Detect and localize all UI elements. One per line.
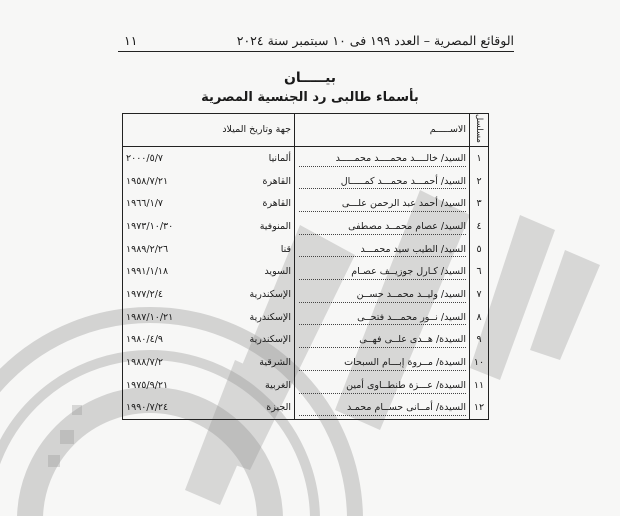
birth-cell (123, 328, 295, 351)
birth-place: الإسكندرية (249, 311, 291, 323)
applicant-name-cell (295, 170, 470, 193)
serial-number: ١ (470, 146, 489, 169)
dotted-underline (299, 166, 466, 167)
document-subtitle: بأسماء طالبى رد الجنسية المصرية (201, 90, 419, 105)
birth-date: ١٩٥٨/٧/٢١ (126, 175, 169, 187)
birth-place: الجيزة (266, 402, 291, 414)
serial-number: ٤ (470, 215, 489, 238)
table-row (123, 306, 489, 329)
serial-number: ٨ (470, 306, 489, 329)
applicant-name-cell (295, 397, 470, 420)
dotted-underline (299, 211, 466, 212)
birth-place: الإسكندرية (249, 334, 291, 346)
applicant-name: السيد/ خالــــد محمــــد محمـــــد (335, 152, 466, 164)
table-row (123, 238, 489, 261)
serial-number: ٥ (470, 238, 489, 261)
applicant-name: السيد/ الطيب سيد محمـــد (360, 243, 466, 255)
applicant-name: السيدة/ عـــزة طنطــاوى أمين (346, 379, 466, 391)
serial-number: ١٠ (470, 351, 489, 374)
applicant-name-cell (295, 238, 470, 261)
birth-cell (123, 215, 295, 238)
page-number: ١١ (124, 33, 138, 48)
name-column-header: الاســـــم (295, 114, 470, 147)
serial-number: ٩ (470, 328, 489, 351)
birth-date: ٢٠٠٠/٥/٧ (126, 152, 164, 164)
birth-date: ١٩٩٠/٧/٢٤ (126, 402, 169, 414)
table-row (123, 328, 489, 351)
applicant-name: السيدة/ مــروة إبـــام السبحات (344, 357, 466, 369)
applicant-name-cell (295, 374, 470, 397)
serial-number: ٢ (470, 170, 489, 193)
gazette-issue-title: الوقائع المصرية – العدد ١٩٩ فى ١٠ سبتمبر سنة ٢٠٢٤ (236, 33, 514, 48)
dotted-underline (299, 188, 466, 189)
document-title: بيـــــان (283, 70, 337, 86)
applicant-name: السيدة/ أمــانى حســام محمـد (346, 402, 466, 414)
serial-number: ١١ (470, 374, 489, 397)
table-row (123, 351, 489, 374)
table-row (123, 283, 489, 306)
applicant-name-cell (295, 146, 470, 169)
serial-number: ٦ (470, 260, 489, 283)
birth-place: السويد (264, 266, 291, 278)
birth-place: المنوفية (259, 220, 291, 232)
table-row (123, 397, 489, 420)
birth-date: ١٩٧٧/٢/٤ (126, 288, 164, 300)
applicants-table (122, 113, 489, 420)
birth-cell (123, 170, 295, 193)
birth-date: ١٩٨٧/١٠/٢١ (126, 311, 174, 323)
birth-date: ١٩٧٥/٩/٢١ (126, 379, 169, 391)
table-body (123, 146, 489, 419)
applicant-name-cell (295, 215, 470, 238)
birth-place: الإسكندرية (249, 288, 291, 300)
dotted-underline (299, 256, 466, 257)
birth-date: ١٩٨٩/٢/٢٦ (126, 243, 169, 255)
serial-number: ٧ (470, 283, 489, 306)
page-header (118, 31, 514, 52)
dotted-underline (299, 393, 466, 394)
birth-cell (123, 374, 295, 397)
birth-date: ١٩٨٨/٧/٢ (126, 357, 164, 369)
table-row (123, 260, 489, 283)
birth-column-header: جهة وتاريخ الميلاد (123, 114, 295, 147)
birth-cell (123, 238, 295, 261)
dotted-underline (299, 370, 466, 371)
dotted-underline (299, 347, 466, 348)
applicant-name-cell (295, 351, 470, 374)
birth-place: الشرقية (259, 357, 291, 369)
dotted-underline (299, 415, 466, 416)
dotted-underline (299, 234, 466, 235)
birth-place: ألمانيا (268, 152, 291, 164)
applicant-name-cell (295, 306, 470, 329)
applicant-name: السيد/ نــور محمـــد فتحــى (357, 311, 466, 323)
birth-cell (123, 351, 295, 374)
birth-cell (123, 260, 295, 283)
dotted-underline (299, 324, 466, 325)
birth-place: القاهرة (262, 175, 291, 187)
table-header-row (123, 114, 489, 147)
applicant-name: السيد/ كـارل جوزيــف عصـام (351, 266, 466, 278)
table-row (123, 215, 489, 238)
birth-date: ١٩٩١/١/١٨ (126, 266, 169, 278)
applicant-name-cell (295, 260, 470, 283)
table-row (123, 374, 489, 397)
applicant-name: السيد/ وليــد محمــد حســن (356, 288, 466, 300)
birth-date: ١٩٧٣/١٠/٣٠ (126, 220, 174, 232)
birth-cell (123, 306, 295, 329)
table-row (123, 170, 489, 193)
serial-column-header: مسلسل (470, 114, 489, 147)
birth-cell (123, 397, 295, 420)
serial-number: ٣ (470, 192, 489, 215)
applicant-name: السيد/ عصام محمــد مصطفى (348, 220, 466, 232)
birth-cell (123, 283, 295, 306)
birth-date: ١٩٦٦/١/٧ (126, 198, 164, 210)
applicant-name: السيد/ أحمد عبد الرحمن علـــى (341, 198, 466, 210)
applicant-name: السيدة/ هــدى علــى فهــى (359, 334, 466, 346)
applicant-name-cell (295, 192, 470, 215)
birth-place: قنا (280, 243, 291, 255)
dotted-underline (299, 279, 466, 280)
birth-cell (123, 146, 295, 169)
birth-date: ١٩٨٠/٤/٩ (126, 334, 164, 346)
birth-place: الغربية (265, 379, 291, 391)
table-row (123, 146, 489, 169)
applicant-name-cell (295, 283, 470, 306)
birth-place: القاهرة (262, 198, 291, 210)
serial-number: ١٢ (470, 397, 489, 420)
table-row (123, 192, 489, 215)
applicant-name-cell (295, 328, 470, 351)
birth-cell (123, 192, 295, 215)
applicant-name: السيد/ أحمـــد محمـــد كمـــــال (340, 175, 466, 187)
dotted-underline (299, 302, 466, 303)
